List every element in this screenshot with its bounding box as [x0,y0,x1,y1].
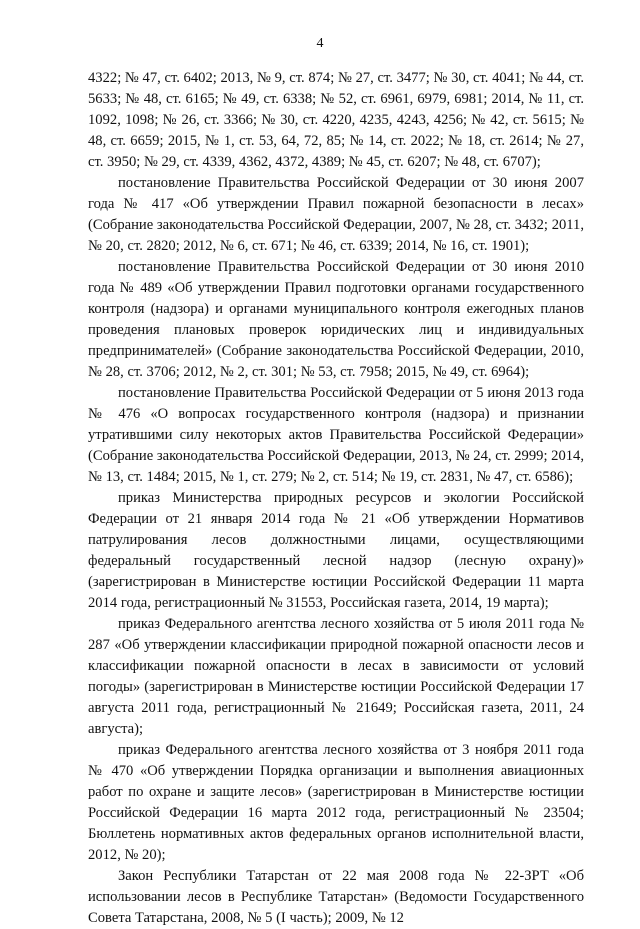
paragraph-order-21: приказ Министерства природных ресурсов и экологии Российской Федерации от 21 января 2014 года № 21 «Об утверждении Нормативов патрулирования лесов должностными лицами, осуществляющими федеральный государственный лесной надзор (лесную охрану)» (зарегистрирован в Министерстве юстиции Российской Федерации 11 марта 2014 года, регистрационный № 31553, Российская газета, 2014, 19 марта); [88,490,584,611]
paragraph-order-287: приказ Федерального агентства лесного хозяйства от 5 июля 2011 года № 287 «Об утверждении классификации природной пожарной опасности лесов и классификации пожарной опасности в лесах в зависимости от условий погоды» (зарегистрирован в Министерстве юстиции Российской Федерации 17 августа 2011 года, регистрационный № 21649; Российская газета, 2011, 24 августа); [88,616,584,737]
document-body [88,68,584,929]
paragraph-law-22-zrt: Закон Республики Татарстан от 22 мая 2008 года № 22-ЗРТ «Об использовании лесов в Республике Татарстан» (Ведомости Государственного Совета Татарстана, 2008, № 5 (I часть); 2009, № 12 [88,868,584,926]
paragraph-resolution-489: постановление Правительства Российской Федерации от 30 июня 2010 года № 489 «Об утверждении Правил подготовки органами государственного контроля (надзора) и органами муниципального контроля ежегодных планов проведения плановых проверок юридических лиц и индивидуальных предпринимателей» (Собрание законодательства Российской Федерации, 2010, № 28, ст. 3706; 2012, № 2, ст. 301; № 53, ст. 7958; 2015, № 49, ст. 6964); [88,259,584,380]
paragraph-order-470: приказ Федерального агентства лесного хозяйства от 3 ноября 2011 года № 470 «Об утверждении Порядка организации и выполнения авиационных работ по охране и защите лесов» (зарегистрирован в Министерстве юстиции Российской Федерации 16 марта 2012 года, регистрационный № 23504; Бюллетень нормативных актов федеральных органов исполнительной власти, 2012, № 20); [88,742,584,863]
page-number: 4 [316,36,324,51]
paragraph-citation-continuation: 4322; № 47, ст. 6402; 2013, № 9, ст. 874; № 27, ст. 3477; № 30, ст. 4041; № 44, ст. 5633; № 48, ст. 6165; № 49, ст. 6338; № 52, ст. 6961, 6979, 6981; 2014, № 11, ст. 1092, 1098; № 26, ст. 3366; № 30, ст. 4220, 4235, 4243, 4256; № 42, ст. 5615; № 48, ст. 6659; 2015, № 1, ст. 53, 64, 72, 85; № 14, ст. 2022; № 18, ст. 2614; № 27, ст. 3950; № 29, ст. 4339, 4362, 4372, 4389; № 45, ст. 6207; № 48, ст. 6707); [88,70,584,170]
paragraph-resolution-417: постановление Правительства Российской Федерации от 30 июня 2007 года № 417 «Об утверждении Правил пожарной безопасности в лесах» (Собрание законодательства Российской Федерации, 2007, № 28, ст. 3432; 2011, № 20, ст. 2820; 2012, № 6, ст. 671; № 46, ст. 6339; 2014, № 16, ст. 1901); [88,175,584,254]
paragraph-resolution-476: постановление Правительства Российской Федерации от 5 июня 2013 года № 476 «О вопросах государственного контроля (надзора) и признании утратившими силу некоторых актов Правительства Российской Федерации» (Собрание законодательства Российской Федерации, 2013, № 24, ст. 2999; 2014, № 13, ст. 1484; 2015, № 1, ст. 279; № 2, ст. 514; № 19, ст. 2831, № 47, ст. 6586); [88,385,584,485]
